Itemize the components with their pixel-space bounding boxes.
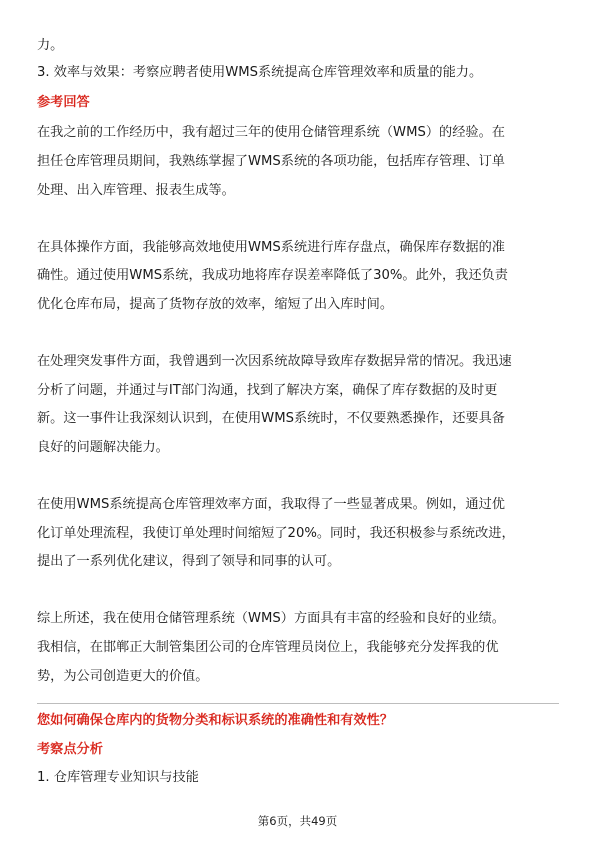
answer-line: 分析了问题，并通过与IT部门沟通，找到了解决方案，确保了库存数据的及时更 [37,383,498,398]
answer-line: 在具体操作方面，我能够高效地使用WMS系统进行库存盘点，确保库存数据的准 [37,240,505,255]
answer-line: 担任仓库管理员期间，我熟练掌握了WMS系统的各项功能，包括库存管理、订单 [37,154,505,169]
analysis-point-3: 3. 效率与效果：考察应聘者使用WMS系统提高仓库管理效率和质量的能力。 [37,65,483,80]
page-number: 第6页，共49页 [257,814,338,828]
answer-line: 综上所述，我在使用仓储管理系统（WMS）方面具有丰富的经验和良好的业绩。 [37,611,505,626]
answer-line: 在使用WMS系统提高仓库管理效率方面，我取得了一些显著成果。例如，通过优 [37,497,505,512]
answer-line: 新。这一事件让我深刻认识到，在使用WMS系统时，不仅要熟悉操作，还要具备 [37,411,505,426]
answer-line: 势，为公司创造更大的价值。 [37,669,209,684]
answer-line: 确性。通过使用WMS系统，我成功地将库存误差率降低了30%。此外，我还负责 [37,268,508,283]
question-heading: 您如何确保仓库内的货物分类和标识系统的准确性和有效性？ [37,713,394,728]
answer-line: 我相信，在邯郸正大制管集团公司的仓库管理员岗位上，我能够充分发挥我的优 [37,640,499,655]
answer-line: 在处理突发事件方面，我曾遇到一次因系统故障导致库存数据异常的情况。我迅速 [37,354,512,369]
text-line: 力。 [37,38,64,53]
reference-answer-heading: 参考回答 [37,95,90,110]
answer-line: 良好的问题解决能力。 [37,440,169,455]
answer-line: 提出了一系列优化建议，得到了领导和同事的认可。 [37,554,341,569]
answer-line: 处理、出入库管理、报表生成等。 [37,183,235,198]
section-divider [37,703,559,704]
answer-line: 优化仓库布局，提高了货物存放的效率，缩短了出入库时间。 [37,297,394,312]
answer-line: 化订单处理流程，我使订单处理时间缩短了20%。同时，我还积极参与系统改进， [37,526,515,541]
answer-line: 在我之前的工作经历中，我有超过三年的使用仓储管理系统（WMS）的经验。在 [37,125,505,140]
analysis-heading: 考察点分析 [37,742,103,757]
analysis-point-1: 1. 仓库管理专业知识与技能 [37,770,199,785]
